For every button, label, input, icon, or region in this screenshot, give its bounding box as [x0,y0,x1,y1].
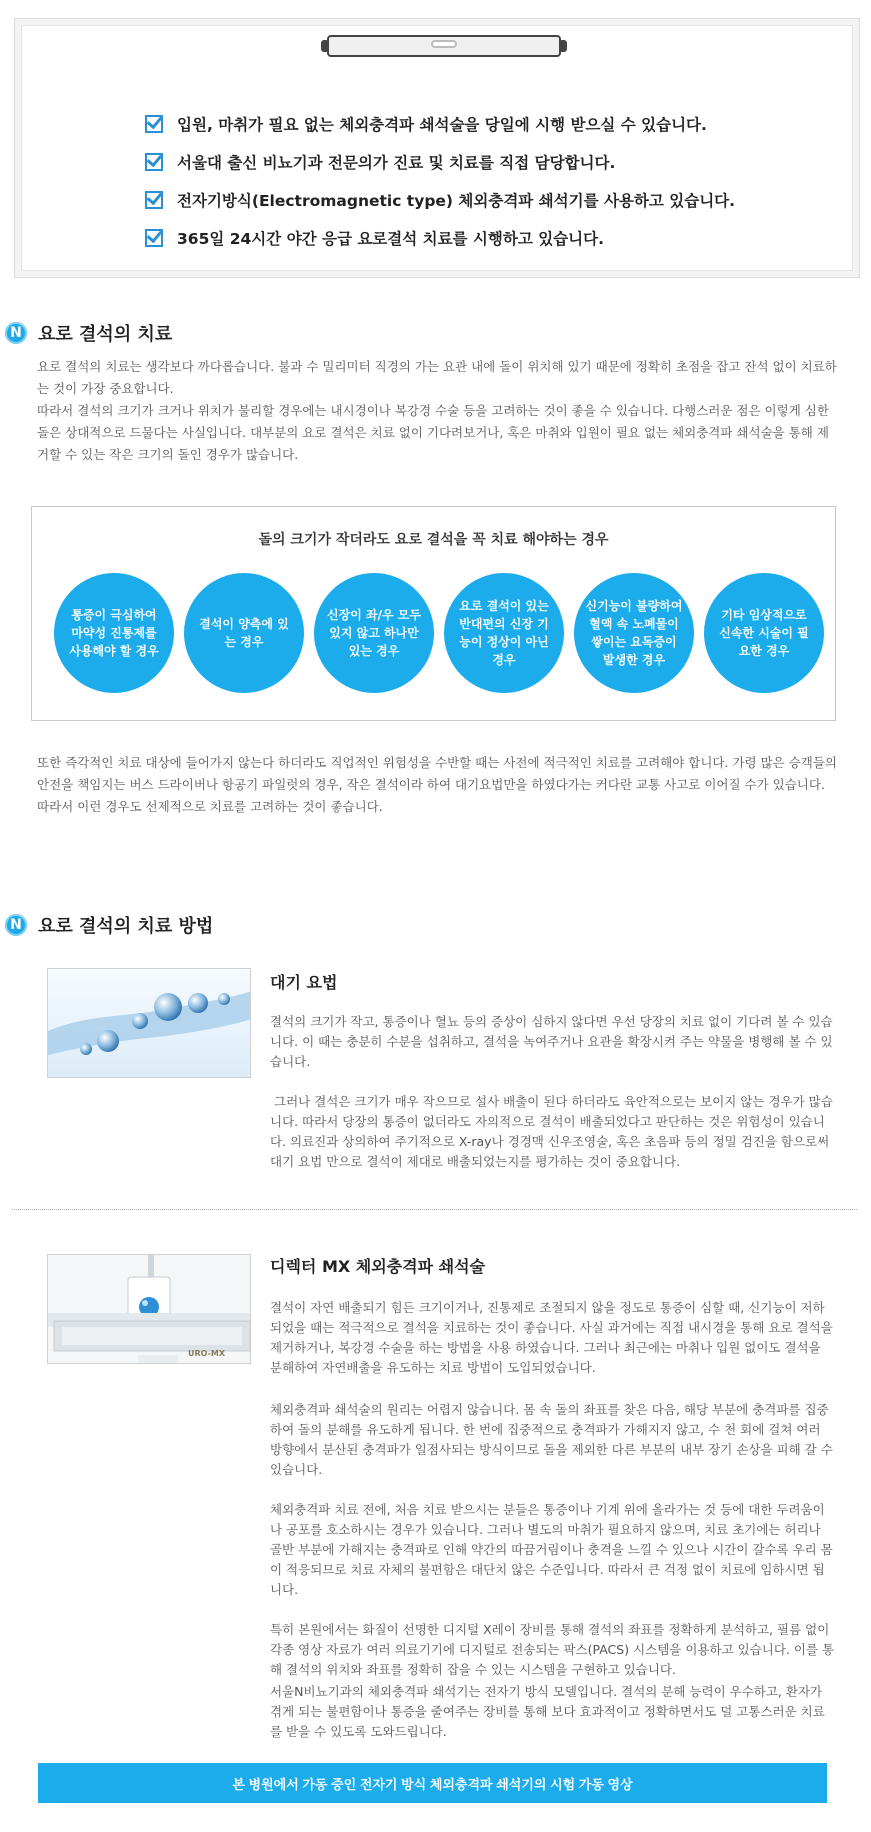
warning-paragraph: 또한 즉각적인 치료 대상에 들어가지 않는다 하더라도 직업적인 위험성을 수반할 때는 사전에 적극적인 치료를 고려해야 합니다. 가령 많은 승객들의 안전을 책임지는 버스 드라이버나 항공기 파일럿의 경우, 작은 결석이라 하여 대기요법만을 하였다가는 커다란 교통 사고로 이어질 수가 있습니다. 따라서 이런 경우도 선제적으로 치료를 고려하는 것이 좋습니다. [37,755,837,814]
checkbox-checked-icon [145,229,163,247]
method-paragraph: 결석이 자연 배출되기 힘든 크기이거나, 진통제로 조절되지 않을 정도로 통증이 심할 때, 신기능이 저하되었을 때는 적극적으로 결석을 치료하는 것이 좋습니다. 사실 과거에는 직접 내시경을 통해 요로 결석을 제거하거나, 복강경 수술을 하는 방법을 사용 하였습니다. 그러나 최근에는 마취나 입원 없이도 결석을 분해하여 자연배출을 유도하는 치료 방법이 도입되었습니다. [270,1300,833,1375]
n-logo-icon: N [5,914,27,936]
method-paragraph: 특히 본원에서는 화질이 선명한 디지털 X레이 장비를 통해 결석의 좌표를 정확하게 분석하고, 필름 없이 각종 영상 자료가 여러 의료기기에 디지털로 전송되는 팍스(PACS) 시스템을 이용하고 있습니다. 이를 통해 결석의 위치와 좌표를 정확히 잡을 수 있는 시스템을 구현하고 있습니다. [270,1622,835,1677]
method-paragraph: 그러나 결석은 크기가 매우 작으므로 설사 배출이 된다 하더라도 육안적으로는 보이지 않는 경우가 많습니다. 따라서 당장의 통증이 없더라도 자의적으로 결석이 배출되었다고 판단하는 것은 위험성이 있습니다. 의료진과 상의하여 주기적으로 X-ray나 경경맥 신우조영술, 혹은 초음파 등의 정밀 검진을 함으로써 대기 요법 만으로 결석이 제대로 배출되었는지를 평가하는 것이 중요합니다. [270,1094,833,1169]
case-circle-list [54,573,834,693]
box-title: 돌의 크기가 작더라도 요로 결석을 꼭 치료 해야하는 경우 [258,532,609,548]
section-title: 요로 결석의 치료 [38,324,173,345]
checklist-item [145,143,735,181]
case-circle: 기타 임상적으로 신속한 시술이 필요한 경우 [704,573,824,693]
clipboard-clip-icon [327,35,561,57]
checklist-item-text: 전자기방식(Electromagnetic type) 체외충격파 쇄석기를 사용하고 있습니다. [177,192,736,210]
n-logo-icon: N [5,322,27,344]
case-circle: 결석이 양측에 있는 경우 [184,573,304,693]
case-circle: 신기능이 불량하여 혈액 속 노폐물이 쌓이는 요독증이 발생한 경우 [574,573,694,693]
intro-paragraph: 따라서 결석의 크기가 크거나 위치가 불리할 경우에는 내시경이나 복강경 수술 등을 고려하는 것이 좋을 수 있습니다. 다행스러운 점은 이렇게 심한 돌은 상대적으로 드물다는 사실입니다. 대부분의 요로 결석은 치료 없이 기다려보거나, 혹은 마취와 입원이 필요 없는 체외충격파 쇄석술을 통해 제거할 수 있는 작은 크기의 돌인 경우가 많습니다. [37,403,829,462]
method-paragraph: 결석의 크기가 작고, 통증이나 혈뇨 등의 증상이 심하지 않다면 우선 당장의 치료 없이 기다려 볼 수 있습니다. 이 때는 충분히 수분을 섭취하고, 결석을 녹여주거나 요관을 확장시켜 주는 약물을 병행해 볼 수 있습니다. [270,1014,833,1069]
method-paragraph: 체외충격파 치료 전에, 처음 치료 받으시는 분들은 통증이나 기계 위에 올라가는 것 등에 대한 두려움이나 공포를 호소하시는 경우가 있습니다. 그러나 별도의 마취가 필요하지 않으며, 치료 초기에는 허리나 골반 부분에 가해지는 충격파로 인해 약간의 따끔거림이나 충격을 느낄 수 있으나 시간이 갈수록 우리 몸이 적응되므로 치료 자체의 불편함은 대단치 않은 수준입니다. 따라서 큰 걱정 없이 치료에 임하시면 됩니다. [270,1502,833,1597]
case-circle: 요로 결석이 있는 반대편의 신장 기능이 정상이 아닌 경우 [444,573,564,693]
checkbox-checked-icon [145,153,163,171]
section-heading-methods [5,912,213,938]
clipboard-panel [14,18,860,278]
checklist-item [145,219,735,257]
case-circle: 통증이 극심하여 마약성 진통제를 사용해야 할 경우 [54,573,174,693]
method-paragraph: 서울N비뇨기과의 체외충격파 쇄석기는 전자기 방식 모델입니다. 결석의 분해 능력이 우수하고, 환자가 겪게 되는 불편함이나 통증을 줄여주는 장비를 통해 보다 효과적이고 정확하면서도 덜 고통스러운 치료를 받을 수 있도록 도와드립니다. [270,1684,825,1739]
feature-checklist [145,105,735,257]
checklist-item-text: 365일 24시간 야간 응급 요로결석 치료를 시행하고 있습니다. [177,230,604,248]
method-title: 대기 요법 [270,973,338,992]
water-drops-image [47,968,251,1078]
checkbox-checked-icon [145,191,163,209]
checklist-item-text: 입원, 마취가 필요 없는 체외충격파 쇄석술을 당일에 시행 받으실 수 있습니다. [177,116,707,134]
checklist-item-text: 서울대 출신 비뇨기과 전문의가 진료 및 치료를 직접 담당합니다. [177,154,616,172]
lithotripter-machine-image [47,1254,251,1364]
section-heading-treatment [5,320,172,346]
checkbox-checked-icon [145,115,163,133]
method-paragraph: 체외충격파 쇄석술의 원리는 어렵지 않습니다. 몸 속 돌의 좌표를 찾은 다음, 해당 부분에 충격파를 집중하여 돌의 분해를 유도하게 됩니다. 한 번에 집중적으로 충격파가 가해지지 않고, 수 천 회에 걸쳐 여러 방향에서 분산된 충격파가 일점사되는 방식이므로 돌을 제외한 다른 부분의 내부 장기 손상을 피해 갈 수 있습니다. [270,1402,833,1477]
test-video-button[interactable]: 본 병원에서 가동 중인 전자기 방식 체외충격파 쇄석기의 시험 가동 영상 [38,1763,827,1803]
section-title: 요로 결석의 치료 방법 [38,916,214,937]
section-divider [12,1209,857,1210]
intro-paragraph: 요로 결석의 치료는 생각보다 까다롭습니다. 불과 수 밀리미터 직경의 가는 요관 내에 돌이 위치해 있기 때문에 정확히 초점을 잡고 잔석 없이 치료하는 것이 가장 중요합니다. [37,359,837,396]
case-circle: 신장이 좌/우 모두 있지 않고 하나만 있는 경우 [314,573,434,693]
treatment-cases-box [31,506,836,721]
machine-label: URO-MX [188,1349,226,1358]
method-title: 디렉터 MX 체외충격파 쇄석술 [270,1257,485,1276]
checklist-item [145,181,735,219]
checklist-item [145,105,735,143]
